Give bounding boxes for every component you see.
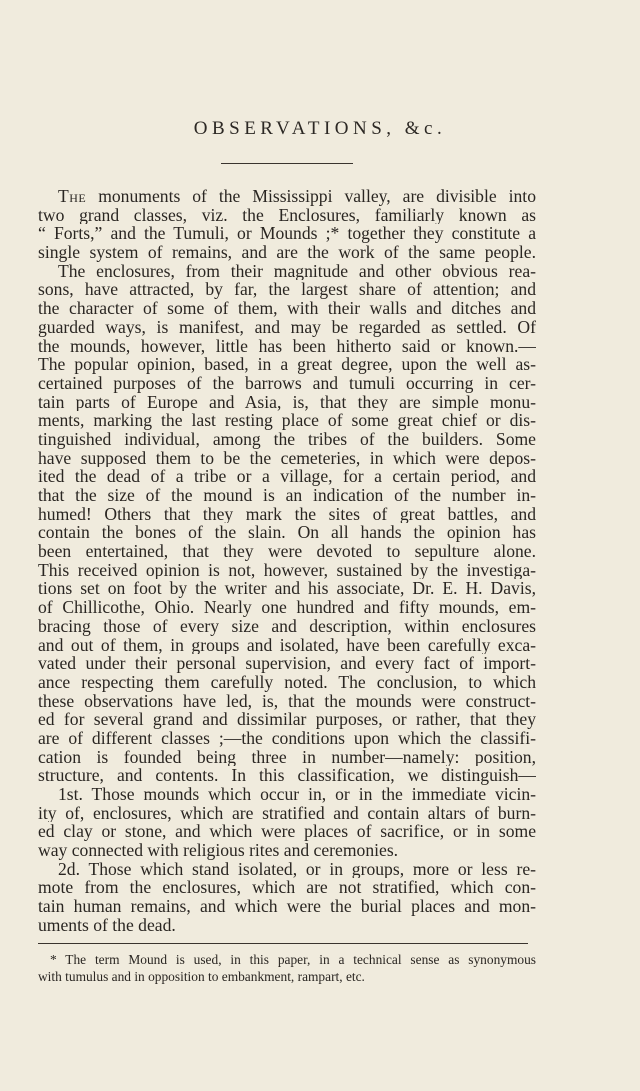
text-line: This received opinion is not, however, sustained by the investiga-	[38, 560, 536, 580]
footnote-line: with tumulus and in opposition to embankment, rampart, etc.	[38, 969, 365, 984]
text-line: of Chillicothe, Ohio. Nearly one hundred and fifty mounds, em-	[38, 598, 536, 617]
footnote-line: * The term Mound is used, in this paper, in a technical sense as synonymous	[50, 952, 536, 967]
text-line: 2d. Those which stand isolated, or in groups, more or less re-	[58, 859, 536, 879]
text-line: these observations have led, is, that the mounds were construct-	[38, 691, 536, 711]
text-line: certained purposes of the barrows and tumuli occurring in cer-	[38, 373, 536, 393]
text-line: The enclosures, from their magnitude and other obvious rea-	[58, 261, 536, 281]
text-line: 1st. Those mounds which occur in, or in the immediate vicin-	[58, 785, 536, 804]
text-line: humed! Others that they mark the sites of great battles, and	[38, 504, 536, 524]
text-line: ance respecting them carefully noted. The conclusion, to which	[38, 672, 536, 692]
text-line: way connected with religious rites and ceremonies.	[38, 841, 399, 860]
title-divider	[221, 163, 353, 164]
text-line: uments of the dead.	[38, 915, 176, 935]
text-line: tinguished individual, among the tribes of the builders. Some	[38, 429, 536, 449]
text-line: “ Forts,” and the Tumuli, or Mounds ;* together they constitute a	[38, 224, 536, 244]
text-line: The monuments of the Mississippi valley, are divisible into	[58, 187, 536, 206]
text-line: single system of remains, and are the work of the same people.	[38, 243, 536, 262]
text-line: tain parts of Europe and Asia, is, that they are simple monu-	[38, 392, 536, 412]
page-title: OBSERVATIONS, &c.	[193, 118, 447, 139]
footnote	[38, 951, 536, 985]
text-line: mote from the enclosures, which are not stratified, which con-	[38, 878, 536, 898]
text-line: ments, marking the last resting place of some great chief or dis-	[38, 411, 536, 430]
text-line: The popular opinion, based, in a great degree, upon the well as-	[38, 355, 536, 374]
footnote-divider	[38, 943, 528, 944]
text-line: tain human remains, and which were the burial places and mon-	[38, 897, 536, 916]
text-line: that the size of the mound is an indication of the number in-	[38, 486, 536, 505]
body-text	[38, 187, 536, 935]
text-line: ited the dead of a tribe or a village, for a certain period, and	[38, 467, 536, 486]
text-line: guarded ways, is manifest, and may be regarded as settled. Of	[38, 317, 536, 337]
text-line: are of different classes ;—the conditions upon which the classifi-	[38, 728, 536, 748]
text-line: contain the bones of the slain. On all hands the opinion has	[38, 523, 536, 543]
text-line: two grand classes, viz. the Enclosures, familiarly known as	[38, 205, 536, 225]
text-line: tions set on foot by the writer and his associate, Dr. E. H. Davis,	[38, 579, 536, 599]
text-line: ed for several grand and dissimilar purposes, or rather, that they	[38, 710, 536, 729]
text-line: cation is founded being three in number—namely: position,	[38, 747, 536, 767]
opening-word: The	[58, 187, 87, 206]
text-line: structure, and contents. In this classification, we distinguish—	[38, 766, 536, 785]
text-line: the character of some of them, with their walls and ditches and	[38, 299, 536, 318]
text-line: have supposed them to be the cemeteries, in which were depos-	[38, 448, 536, 468]
text-line: ity of, enclosures, which are stratified and contain altars of burn-	[38, 803, 536, 823]
text-line: bracing those of every size and description, within enclosures	[38, 616, 536, 636]
text-line: ed clay or stone, and which were places of sacrifice, or in some	[38, 822, 536, 842]
text-line: sons, have attracted, by far, the largest share of attention; and	[38, 280, 536, 300]
text-line: and out of them, in groups and isolated, have been carefully exca-	[38, 635, 536, 655]
text-line: been entertained, that they were devoted to sepulture alone.	[38, 542, 536, 561]
text-line: the mounds, however, little has been hitherto said or known.—	[38, 336, 536, 356]
text-line: vated under their personal supervision, and every fact of import-	[38, 654, 536, 673]
